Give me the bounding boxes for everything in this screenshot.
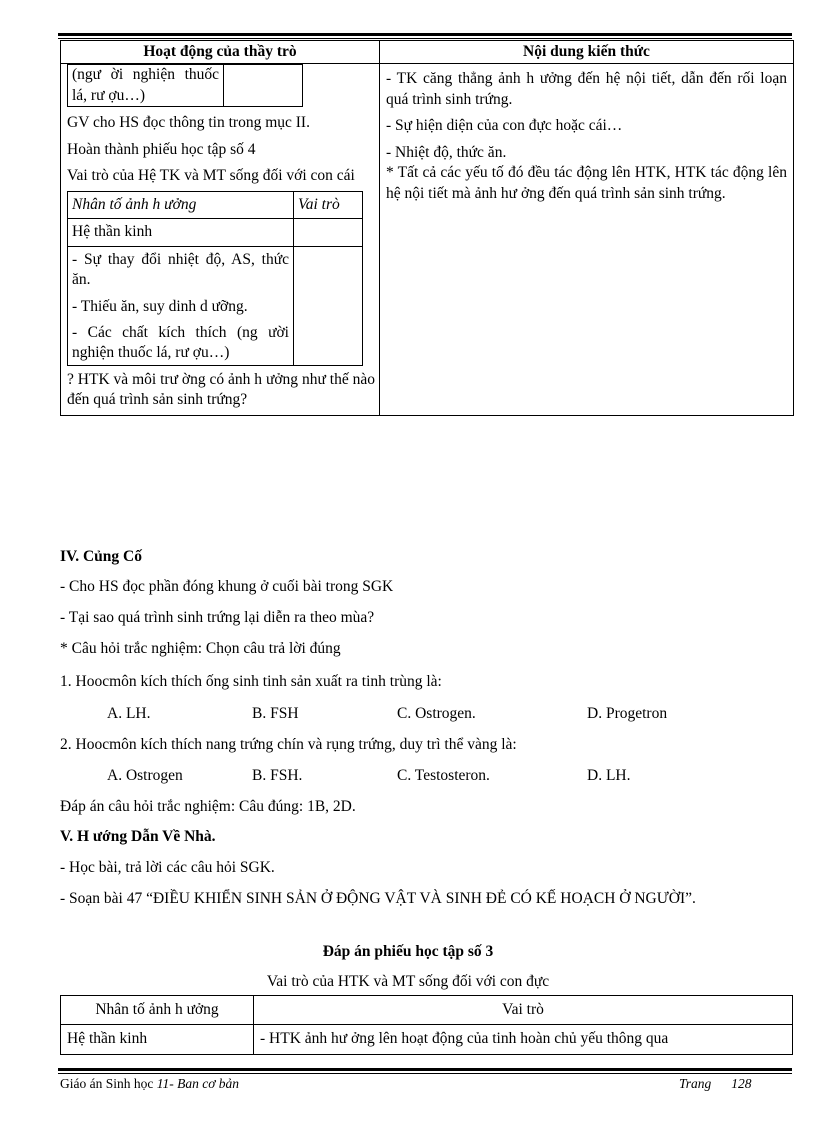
quiz-option: D. Progetron (587, 705, 668, 722)
quiz-option: B. FSH (252, 705, 299, 722)
quiz-option: C. Ostrogen. (397, 705, 476, 722)
header-rule-thin (58, 38, 792, 39)
section-iv-title: IV. Củng Cố (60, 548, 142, 565)
quiz-option: A. LH. (107, 705, 151, 722)
answer-sheet-title: Đáp án phiếu học tập số 3 (322, 943, 494, 960)
role-header: Vai trò (294, 191, 363, 218)
answer-role-cell: - HTK ảnh hư ởng lên hoạt động của tinh hoàn chủ yếu thông qua (254, 1025, 793, 1054)
homework-line: - Soạn bài 47 “ĐIỀU KHIỂN SINH SẢN Ở ĐỘNG VẬT VÀ SINH ĐẺ CÓ KẾ HOẠCH Ở NGƯỜI”. (60, 890, 696, 907)
footer-course (60, 1075, 239, 1093)
content-line: - Nhiệt độ, thức ăn. (386, 143, 507, 161)
continued-empty-cell (224, 65, 303, 107)
instruction-line: Vai trò của Hệ TK và MT sống đối với con cái (67, 167, 355, 185)
instruction-line: Hoàn thành phiếu học tập số 4 (67, 140, 256, 158)
header-content: Nội dung kiến thức (380, 41, 794, 64)
homework-line: - Học bài, trả lời các câu hỏi SGK. (60, 859, 275, 876)
review-line: * Câu hỏi trắc nghiệm: Chọn câu trả lời đúng (60, 640, 341, 657)
factor-row-group (68, 246, 294, 365)
factor-row: - Thiếu ăn, suy dinh d ưỡng. (72, 297, 248, 315)
answer-table (60, 995, 793, 1055)
continued-text: (ngư ời nghiện thuốc lá, rư ợu…) (68, 65, 224, 107)
role-cell (294, 219, 363, 246)
quiz-option: A. Ostrogen (107, 767, 183, 784)
footer-rule-thin (58, 1073, 792, 1074)
answer-role-header: Vai trò (254, 996, 793, 1025)
answer-sheet-subtitle: Vai trò của HTK và MT sống đối với con đực (266, 973, 550, 990)
quiz-option: C. Testosteron. (397, 767, 490, 784)
content-line: - TK căng thẳng ảnh h ưởng đến hệ nội tiết, dẫn đến rối loạn quá trình sinh trứng. (386, 70, 787, 108)
footer-course-prefix: Giáo án Sinh học (60, 1076, 157, 1091)
page-number: 128 (731, 1076, 752, 1091)
instruction-line: GV cho HS đọc thông tin trong mục II. (67, 114, 310, 132)
header-activities: Hoạt động của thầy trò (61, 41, 380, 64)
quiz-option: B. FSH. (252, 767, 303, 784)
content-line: - Sự hiện diện của con đực hoặc cái… (386, 117, 623, 135)
quiz-question-2: 2. Hoocmôn kích thích nang trứng chín và rụng trứng, duy trì thể vàng là: (60, 736, 517, 753)
answer-factor-cell: Hệ thần kinh (61, 1025, 254, 1054)
footer-rule (58, 1068, 792, 1071)
answer-factor-header: Nhân tố ảnh h ưởng (61, 996, 254, 1025)
discussion-question: ? HTK và môi trư ờng có ảnh h ưởng như thế nào đến quá trình sản sinh trứng? (67, 370, 375, 409)
factor-header: Nhân tố ảnh h ưởng (68, 191, 294, 218)
content-cell (380, 64, 794, 415)
lesson-table (60, 40, 794, 416)
quiz-option: D. LH. (587, 767, 631, 784)
review-line: - Cho HS đọc phần đóng khung ở cuối bài trong SGK (60, 578, 394, 595)
quiz-answers: Đáp án câu hỏi trắc nghiệm: Câu đúng: 1B, 2D. (60, 798, 356, 815)
factor-row: Hệ thần kinh (68, 219, 294, 246)
section-v-title: V. H ướng Dẫn Về Nhà. (60, 828, 216, 845)
review-line: - Tại sao quá trình sinh trứng lại diễn ra theo mùa? (60, 609, 375, 626)
role-cell (294, 246, 363, 365)
footer-page (679, 1075, 752, 1093)
content-line: * Tất cả các yếu tố đó đều tác động lên HTK, HTK tác động lên hệ nội tiết mà ảnh hư ởng đến quá trình sản sinh trứng. (386, 164, 787, 202)
header-rule (58, 33, 792, 36)
factor-table (67, 191, 363, 366)
footer-course-level: 11- Ban cơ bản (156, 1076, 240, 1091)
activities-cell (61, 64, 380, 415)
factor-row: - Sự thay đổi nhiệt độ, AS, thức ăn. (72, 250, 289, 289)
continued-inner-table (67, 64, 303, 107)
factor-row: - Các chất kích thích (ng ười nghiện thuốc lá, rư ợu…) (72, 323, 289, 362)
quiz-question-1: 1. Hoocmôn kích thích ống sinh tinh sản xuất ra tinh trùng là: (60, 673, 442, 690)
page-label: Trang (679, 1076, 712, 1091)
